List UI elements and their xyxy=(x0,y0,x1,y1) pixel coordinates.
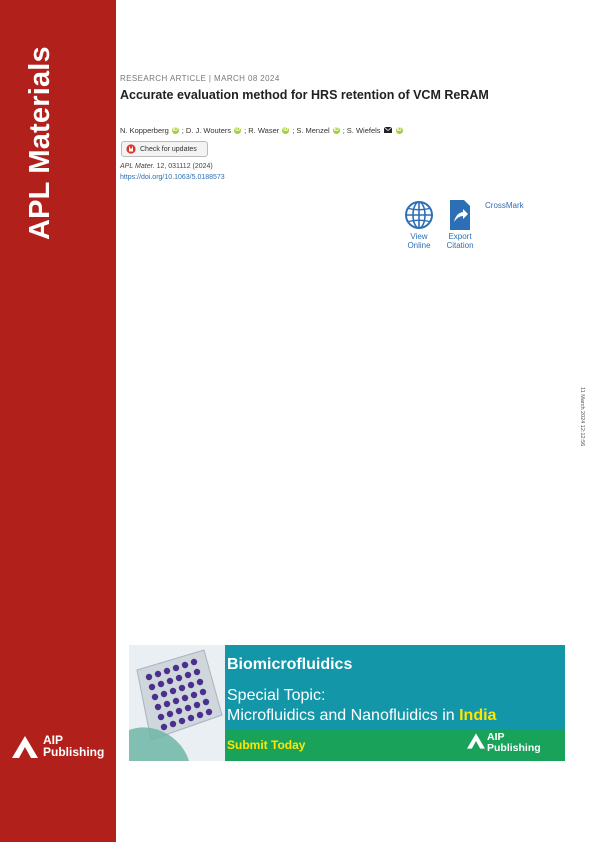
submit-today-link[interactable]: Submit Today xyxy=(227,738,306,752)
orcid-icon[interactable]: iD xyxy=(235,127,241,133)
article-title: Accurate evaluation method for HRS retention of VCM ReRAM xyxy=(120,88,489,102)
aip-logo-line2: Publishing xyxy=(43,745,105,759)
banner-topic-highlight: India xyxy=(459,707,497,724)
aip-logo-icon xyxy=(467,733,485,749)
aip-logo-icon xyxy=(12,736,38,758)
journal-title: APL Materials xyxy=(24,46,56,240)
orcid-icon[interactable]: iD xyxy=(396,127,402,133)
microplate-image xyxy=(129,645,225,761)
journal-sidebar xyxy=(0,0,116,842)
banner-aip-text xyxy=(487,732,541,754)
banner-aip-line1: AIP xyxy=(487,731,505,743)
crossmark-badge-icon xyxy=(126,144,136,154)
author-name[interactable]: N. Kopperberg xyxy=(120,126,169,135)
crossmark-link[interactable]: CrossMark xyxy=(485,201,524,210)
banner-topic-line1: Special Topic: xyxy=(227,687,326,704)
journal-abbreviation: APL Mater. xyxy=(120,163,155,170)
article-type: RESEARCH ARTICLE xyxy=(120,74,207,83)
meta-separator: | xyxy=(208,74,212,83)
publication-date: MARCH 08 2024 xyxy=(214,74,280,83)
orcid-icon[interactable]: iD xyxy=(283,127,289,133)
export-citation-icon xyxy=(448,200,472,230)
banner-topic-text: Microfluidics and Nanofluidics in xyxy=(227,707,460,724)
view-online-label-2: Online xyxy=(407,241,431,250)
author-name[interactable]: S. Wiefels xyxy=(346,126,381,135)
article-meta xyxy=(120,74,280,83)
citation-details: 12, 031112 (2024) xyxy=(156,163,213,170)
author-name[interactable]: D. J. Wouters xyxy=(185,126,232,135)
orcid-icon[interactable]: iD xyxy=(333,127,339,133)
view-online-button[interactable] xyxy=(400,200,438,250)
view-online-label-1: View xyxy=(410,232,428,241)
check-for-updates-label: Check for updates xyxy=(140,145,197,153)
advertisement-banner[interactable] xyxy=(129,645,565,761)
orcid-icon[interactable]: iD xyxy=(172,127,178,133)
download-timestamp: 11 March 2024 12:12:56 xyxy=(579,387,585,447)
banner-topic-line2 xyxy=(227,707,496,725)
export-citation-button[interactable] xyxy=(440,200,480,250)
doi-link[interactable]: https://doi.org/10.1063/5.0188573 xyxy=(120,174,225,181)
author-name[interactable]: R. Waser xyxy=(248,126,280,135)
aip-publishing-logo xyxy=(12,734,112,764)
export-citation-label-2: Citation xyxy=(446,241,474,250)
globe-icon xyxy=(404,200,434,230)
aip-logo-text xyxy=(43,734,104,758)
citation xyxy=(120,163,213,170)
author-list: N. Kopperberg iD ; D. J. Wouters iD ; R. Waser iD ; S. Menzel iD ; S. Wiefels iD xyxy=(120,126,402,135)
author-name[interactable]: S. Menzel xyxy=(296,126,330,135)
aip-logo-line1: AIP xyxy=(43,733,64,747)
banner-aip-line2: Publishing xyxy=(487,742,541,754)
email-icon[interactable] xyxy=(384,126,392,135)
banner-journal-name: Biomicrofluidics xyxy=(227,656,353,673)
banner-aip-logo xyxy=(467,731,557,757)
export-citation-label-1: Export xyxy=(448,232,472,241)
check-for-updates-button[interactable] xyxy=(121,141,208,157)
